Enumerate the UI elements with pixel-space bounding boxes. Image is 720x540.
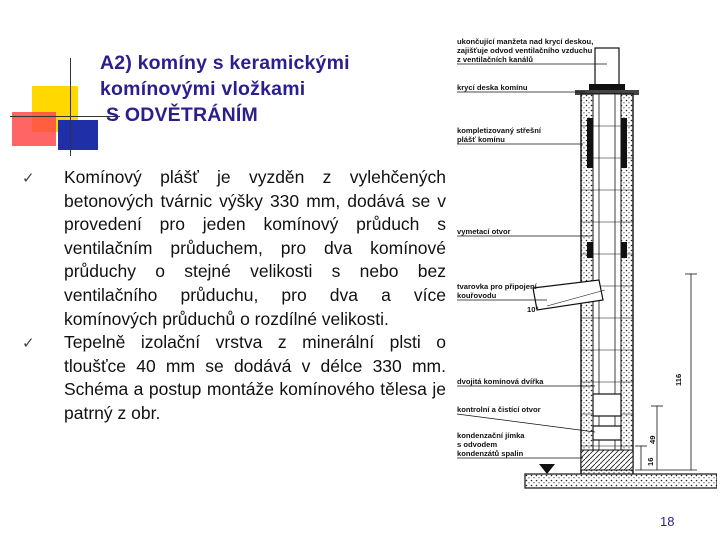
decor-blue-square <box>58 120 98 150</box>
bullet-item <box>22 331 446 425</box>
condensate-trap <box>581 450 633 470</box>
label-cuff-line-3: z ventilačních kanálů <box>457 55 533 64</box>
label-shell-line-2: plášť komínu <box>457 135 505 144</box>
dimension-49: 49 <box>648 435 657 444</box>
label-cuff-line-2: zajišťuje odvod ventilačního vzduchu <box>457 46 593 55</box>
bullet-item <box>22 166 446 331</box>
label-control: kontrolní a čistící otvor <box>457 405 541 414</box>
chimney-diagram <box>455 34 717 498</box>
check-icon: ✓ <box>22 335 35 353</box>
label-cover: krycí deska komínu <box>457 83 528 92</box>
slide-title <box>100 50 460 128</box>
decor-vertical-line <box>70 58 71 156</box>
page-number: 18 <box>660 514 675 529</box>
label-sweep: vymetací otvor <box>457 227 511 236</box>
dimension-lines <box>635 274 697 470</box>
check-icon: ✓ <box>22 170 35 187</box>
chimney-cap <box>575 48 639 95</box>
cleaning-opening <box>593 426 621 440</box>
label-fitting-line-1: tvarovka pro připojení <box>457 282 537 291</box>
title-line-2: komínovými vložkami <box>100 78 306 100</box>
decor-red-square <box>12 112 56 146</box>
bullet-text: Komínový plášť je vyzděn z vylehčených betonových tvárnic výšky 330 mm, dodává se v provedení pro jeden komínový průduch s ventilačním průduchem, pro dva komínové průduchy o stejné velikosti s nebo bez ventilačního průduchu, pro dva a více komínových průduchů o rozdílné velikosti. <box>64 167 446 329</box>
label-angle: 10° <box>527 305 539 314</box>
label-trap-line-2: s odvodem <box>457 440 498 449</box>
label-door: dvojitá komínová dvířka <box>457 377 544 386</box>
dimension-116: 116 <box>674 373 683 386</box>
bullet-text: Tepelně izolační vrstva z minerální plsti o tloušťce 40 mm se dodává v délce 330 mm. Schéma a postup montáže komínového tělesa je patrný z obr. <box>64 332 446 423</box>
label-trap-line-1: kondenzační jímka <box>457 431 525 440</box>
level-marker-icon <box>539 464 555 474</box>
bullet-list <box>22 166 446 426</box>
dimension-16: 16 <box>646 457 655 466</box>
title-line-1: A2) komíny s keramickými <box>100 52 350 74</box>
label-cuff-line-1: ukončující manžeta nad krycí deskou, <box>457 37 594 46</box>
label-shell-line-1: kompletizovaný střešní <box>457 126 541 135</box>
chimney-door <box>593 394 621 416</box>
base-slab <box>525 474 717 488</box>
title-line-3: S ODVĚTRÁNÍM <box>106 104 258 126</box>
label-fitting-line-2: kouřovodu <box>457 291 497 300</box>
label-trap-line-3: kondenzátů spalin <box>457 449 524 458</box>
